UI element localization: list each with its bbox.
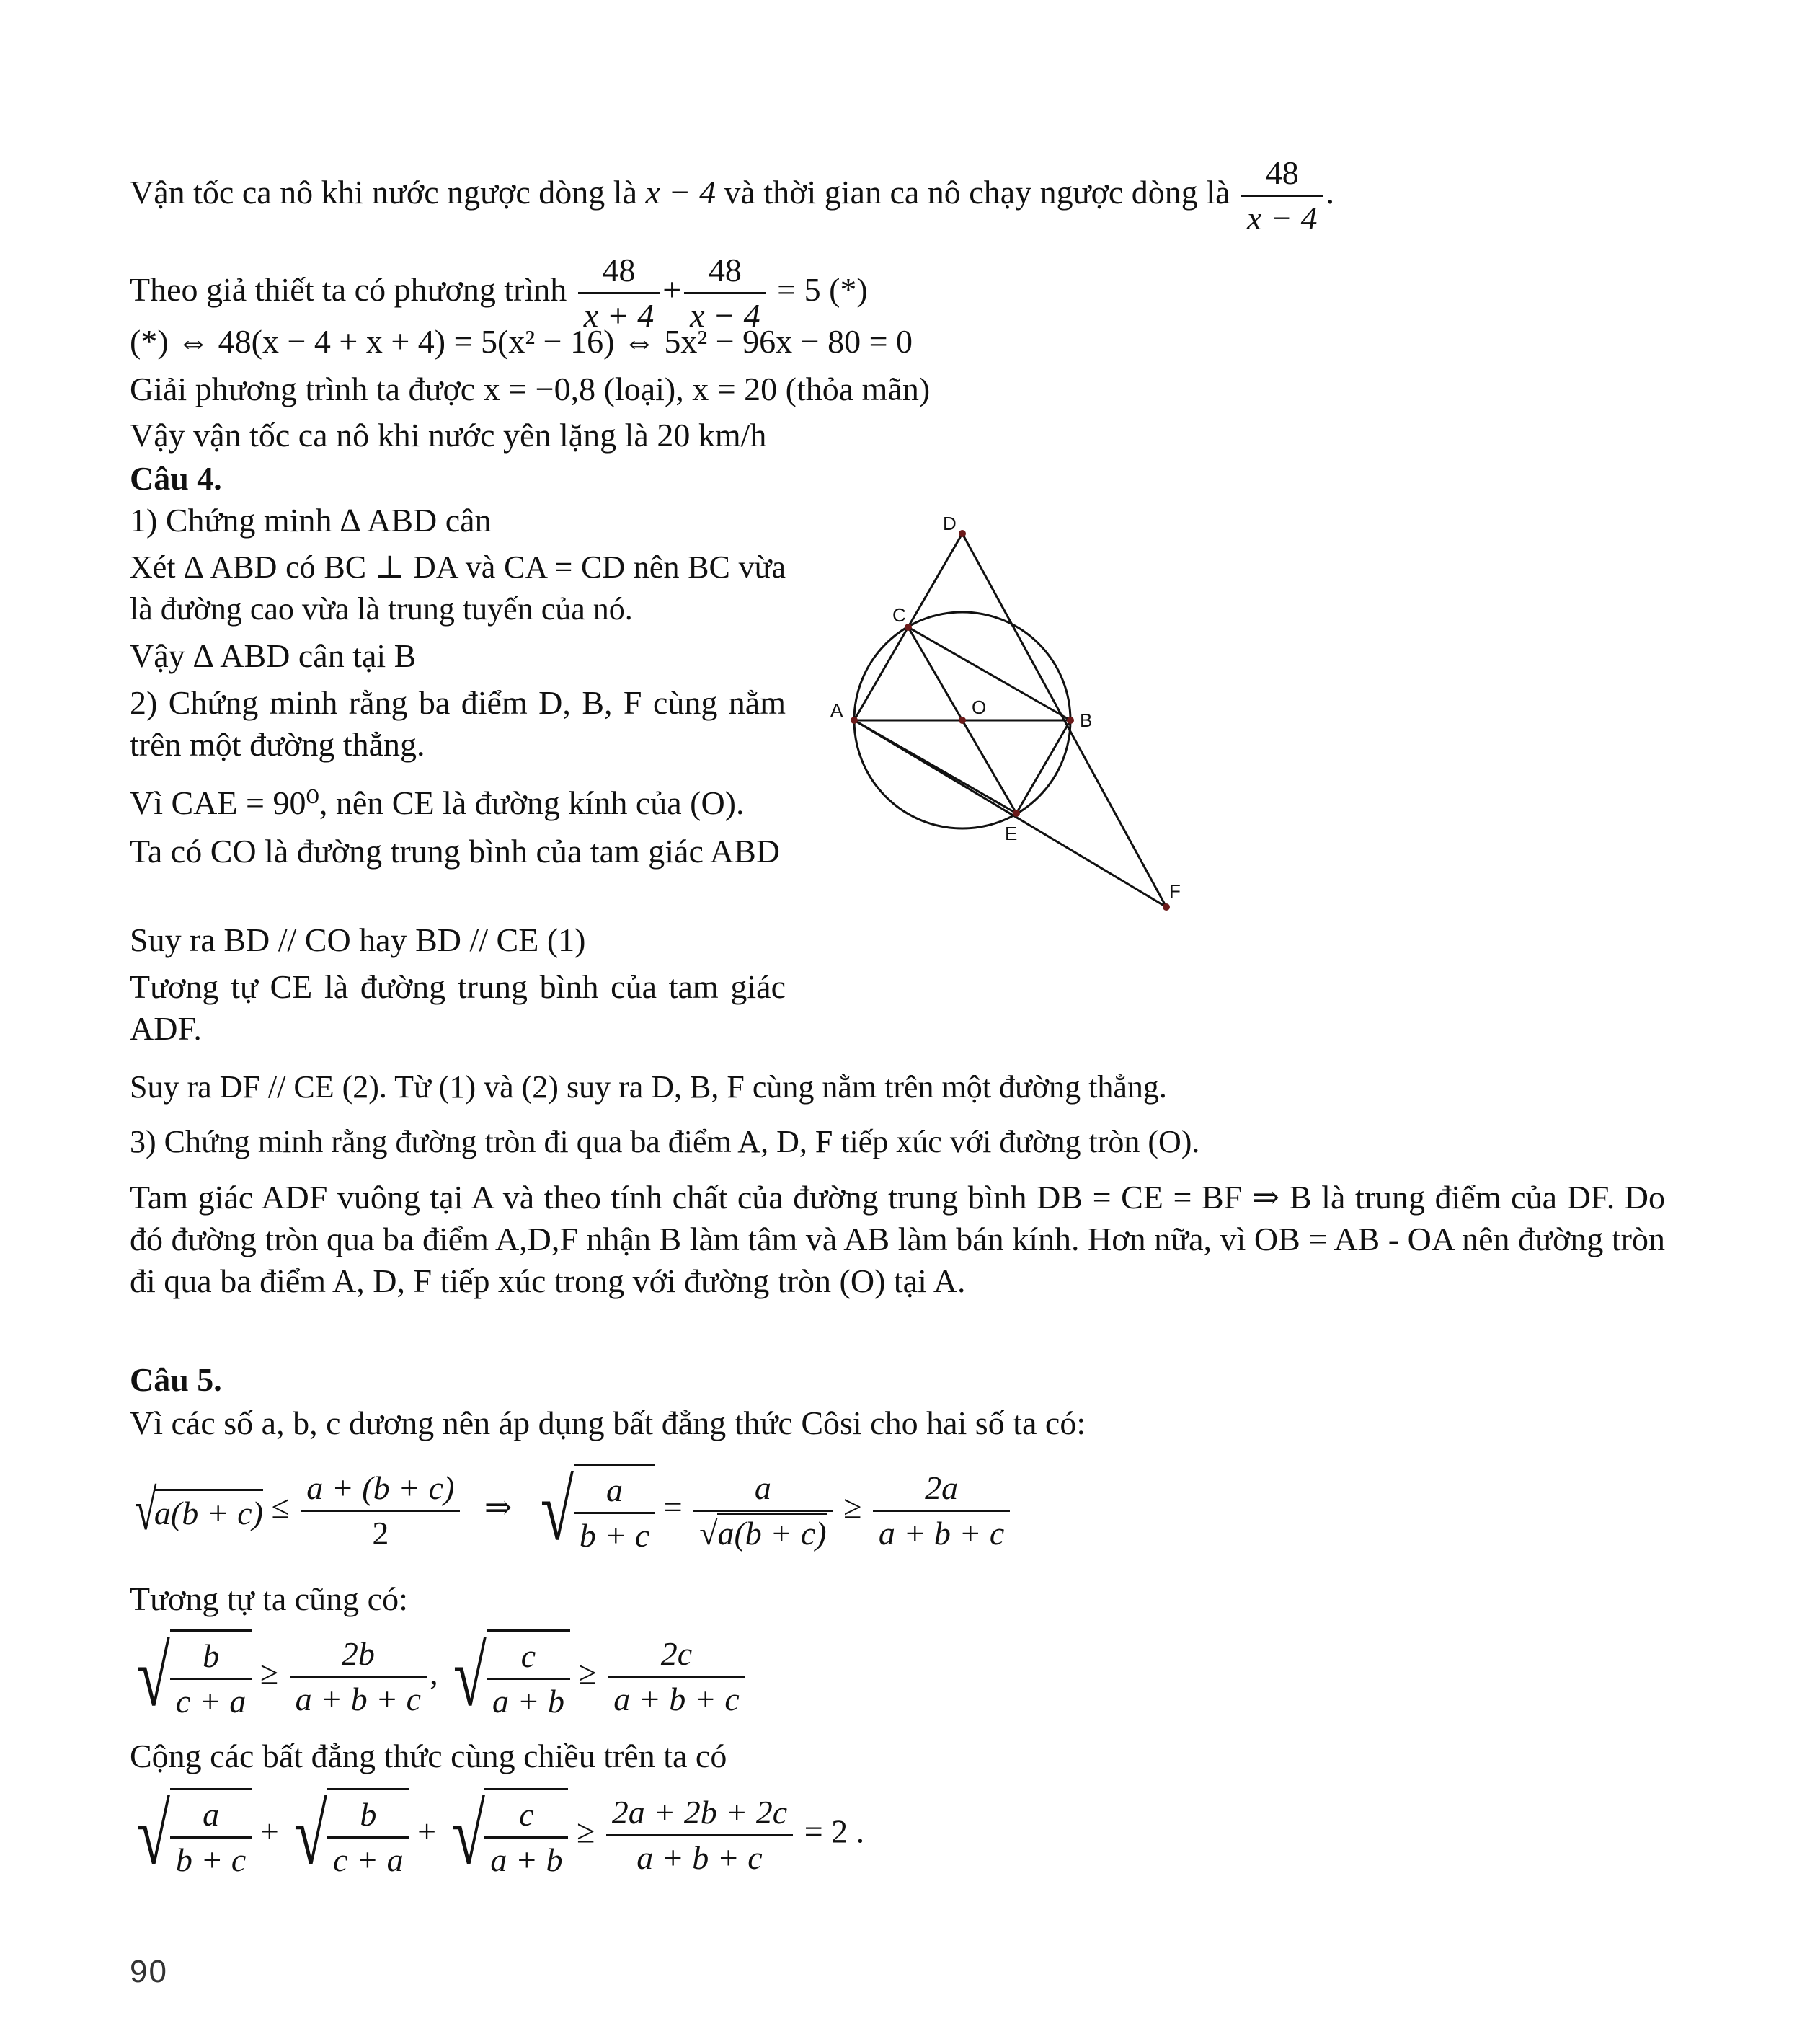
text-line-5: Vậy vận tốc ca nô khi nước yên lặng là 20 km/h <box>130 417 767 454</box>
segment-ae <box>854 720 1016 813</box>
label-e: E <box>1005 823 1018 844</box>
cau5-sum: Cộng các bất đẳng thức cùng chiều trên ta có <box>130 1738 727 1774</box>
segment-cb <box>908 627 1070 720</box>
cau4-s2-line-3: Suy ra BD // CO hay BD // CE (1) <box>130 921 586 958</box>
label-d: D <box>943 513 957 534</box>
expr-x-minus-4: x − 4 <box>645 174 716 211</box>
cau4-s3-body: Tam giác ADF vuông tại A và theo tính chất của đường trung bình DB = CE = BF ⇒ B là trung điểm của DF. Do đó đường tròn qua ba điểm A,D,F nhận B làm tâm và AB làm bán kính. Hơn nữa, vì OB = AB - OA nên đường tròn đi qua ba điểm A, D, F tiếp xúc trong với đường tròn (O) tại A. <box>130 1179 1665 1299</box>
cau5-equation-2: √ $\frac{b}{c + a}$ ≥ $\frac{2b}{a + b + c}$ , √ $\frac{c}{a + b}$ ≥ $\frac{2c}{a + b + c}$ <box>130 1629 748 1723</box>
cau5-similar: Tương tự ta cũng có: <box>130 1580 408 1617</box>
label-a: A <box>830 699 843 721</box>
equation-line-2: Theo giả thiết ta có phương trình $\frac{48}{x + 4}$ + $\frac{48}{x - 4}$ = 5 (*) <box>130 249 868 337</box>
equation-line-3: (*) ⇔ 48(x − 4 + x + 4) = 5(x² − 16) ⇔ 5x² − 96x − 80 = 0 <box>130 323 913 360</box>
fraction-48-over-x-minus-4: $\frac{48}{x - 4}$ <box>1241 151 1323 240</box>
text-line-4: Giải phương trình ta được x = −0,8 (loại), x = 20 (thỏa mãn) <box>130 371 931 407</box>
label-b: B <box>1080 709 1093 731</box>
point-d <box>959 530 966 537</box>
cau4-s2-title: 2) Chứng minh rằng ba điểm D, B, F cùng nằm trên một đường thẳng. <box>130 684 786 763</box>
heading-cau-5: Câu 5. <box>130 1361 222 1398</box>
label-o: O <box>972 696 987 718</box>
point-e <box>1013 810 1020 817</box>
point-o <box>959 717 966 724</box>
cau4-s2-line-2: Ta có CO là đường trung bình của tam giác ABD <box>130 833 780 870</box>
cau4-s1-title: 1) Chứng minh ∆ ABD cân <box>130 502 492 539</box>
point-a <box>851 717 858 724</box>
text-line-1: Vận tốc ca nô khi nước ngược dòng là x − 4 và thời gian ca nô chạy ngược dòng là $\frac{48}{x - 4}$ . <box>130 151 1334 240</box>
cau4-s1-conclusion: Vậy ∆ ABD cân tại B <box>130 637 417 674</box>
page-number: 90 <box>130 1954 168 1989</box>
geometry-figure <box>815 505 1218 923</box>
cau4-s3-title: 3) Chứng minh rằng đường tròn đi qua ba điểm A, D, F tiếp xúc với đường tròn (O). <box>130 1124 1200 1159</box>
label-f: F <box>1169 880 1181 902</box>
cau4-s1-body: Xét ∆ ABD có BC ⊥ DA và CA = CD nên BC vừa là đường cao vừa là trung tuyến của nó. <box>130 549 786 627</box>
cau4-s2-line-4: Tương tự CE là đường trung bình của tam giác ADF. <box>130 968 786 1047</box>
fraction-48-over-x-plus-4: $\frac{48}{x + 4}$ <box>578 249 660 337</box>
cau5-equation-1: √a(b + c) ≤ $\frac{a + (b + c)}{2}$ ⇒ √ $\frac{a}{b + c}$ = $\frac{a}{√a(b + c)}$ ≥ $\frac{2a}{a + b + c}$ <box>130 1464 1013 1557</box>
cau4-s2-line-1: Vì CAE = 90⁰, nên CE là đường kính của (O). <box>130 784 745 821</box>
label-c: C <box>892 604 906 626</box>
segment-be <box>1016 720 1070 813</box>
point-b <box>1067 717 1074 724</box>
cau5-equation-3: √ $\frac{a}{b + c}$ + √ $\frac{b}{c + a}$ + √ $\frac{c}{a + b}$ ≥ $\frac{2a + 2b + 2c}{a + b + c}$ = 2 . <box>136 1787 865 1882</box>
cau5-intro: Vì các số a, b, c dương nên áp dụng bất đẳng thức Côsi cho hai số ta có: <box>130 1404 1086 1441</box>
cau4-s2-line-5: Suy ra DF // CE (2). Từ (1) và (2) suy ra D, B, F cùng nằm trên một đường thẳng. <box>130 1069 1167 1105</box>
fraction-48-over-x-minus-4-b: $\frac{48}{x - 4}$ <box>684 249 766 337</box>
point-f <box>1163 903 1170 911</box>
heading-cau-4: Câu 4. <box>130 460 222 497</box>
